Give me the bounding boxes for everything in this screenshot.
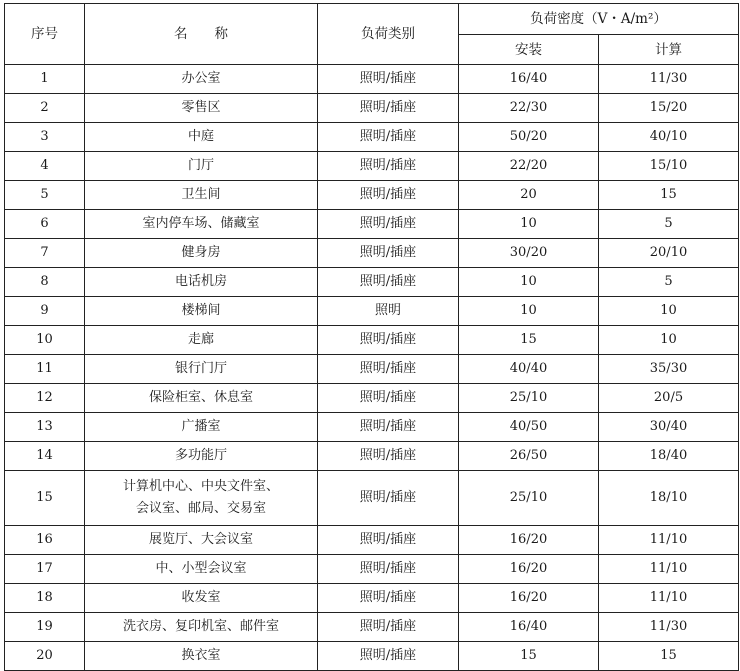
row-calc-density: 18/40 bbox=[599, 442, 739, 471]
row-name: 收发室 bbox=[85, 584, 318, 613]
row-name: 计算机中心、中央文件室、 会议室、邮局、交易室 bbox=[85, 471, 318, 526]
row-install-density: 20 bbox=[459, 181, 599, 210]
table-row bbox=[5, 326, 739, 355]
row-number: 17 bbox=[5, 555, 85, 584]
row-number: 13 bbox=[5, 413, 85, 442]
row-category: 照明/插座 bbox=[318, 526, 459, 555]
row-name: 电话机房 bbox=[85, 268, 318, 297]
row-calc-density: 20/10 bbox=[599, 239, 739, 268]
row-install-density: 16/20 bbox=[459, 555, 599, 584]
row-category: 照明/插座 bbox=[318, 442, 459, 471]
row-name: 室内停车场、储藏室 bbox=[85, 210, 318, 239]
row-category: 照明/插座 bbox=[318, 642, 459, 671]
row-calc-density: 11/30 bbox=[599, 65, 739, 94]
row-name: 走廊 bbox=[85, 326, 318, 355]
row-category: 照明/插座 bbox=[318, 65, 459, 94]
row-calc-density: 15/20 bbox=[599, 94, 739, 123]
row-name: 办公室 bbox=[85, 65, 318, 94]
row-number: 1 bbox=[5, 65, 85, 94]
row-number: 6 bbox=[5, 210, 85, 239]
header-density: 负荷密度（V・A/m²） bbox=[459, 4, 739, 35]
row-calc-density: 20/5 bbox=[599, 384, 739, 413]
row-category: 照明/插座 bbox=[318, 239, 459, 268]
row-category: 照明/插座 bbox=[318, 152, 459, 181]
row-install-density: 22/30 bbox=[459, 94, 599, 123]
row-calc-density: 18/10 bbox=[599, 471, 739, 526]
row-number: 3 bbox=[5, 123, 85, 152]
row-install-density: 22/20 bbox=[459, 152, 599, 181]
row-install-density: 10 bbox=[459, 268, 599, 297]
row-category: 照明/插座 bbox=[318, 326, 459, 355]
row-name: 中庭 bbox=[85, 123, 318, 152]
row-calc-density: 11/30 bbox=[599, 613, 739, 642]
row-category: 照明/插座 bbox=[318, 268, 459, 297]
row-number: 2 bbox=[5, 94, 85, 123]
table-row bbox=[5, 471, 739, 526]
table-row bbox=[5, 268, 739, 297]
table-row bbox=[5, 642, 739, 671]
row-category: 照明/插座 bbox=[318, 210, 459, 239]
table-row bbox=[5, 210, 739, 239]
row-number: 18 bbox=[5, 584, 85, 613]
row-number: 8 bbox=[5, 268, 85, 297]
row-install-density: 25/10 bbox=[459, 471, 599, 526]
header-name: 名 称 bbox=[85, 4, 318, 65]
header-seq: 序号 bbox=[5, 4, 85, 65]
row-install-density: 15 bbox=[459, 326, 599, 355]
row-calc-density: 30/40 bbox=[599, 413, 739, 442]
row-name: 广播室 bbox=[85, 413, 318, 442]
row-number: 16 bbox=[5, 526, 85, 555]
row-number: 9 bbox=[5, 297, 85, 326]
row-number: 14 bbox=[5, 442, 85, 471]
table-row bbox=[5, 613, 739, 642]
row-calc-density: 11/10 bbox=[599, 555, 739, 584]
row-install-density: 40/40 bbox=[459, 355, 599, 384]
header-calc: 计算 bbox=[599, 35, 739, 65]
row-install-density: 26/50 bbox=[459, 442, 599, 471]
header-install: 安装 bbox=[459, 35, 599, 65]
row-calc-density: 11/10 bbox=[599, 584, 739, 613]
table-row bbox=[5, 239, 739, 268]
row-install-density: 10 bbox=[459, 210, 599, 239]
row-name: 健身房 bbox=[85, 239, 318, 268]
row-category: 照明/插座 bbox=[318, 123, 459, 152]
row-calc-density: 5 bbox=[599, 210, 739, 239]
row-calc-density: 10 bbox=[599, 326, 739, 355]
table-row bbox=[5, 526, 739, 555]
load-density-table bbox=[4, 3, 739, 671]
table-row bbox=[5, 413, 739, 442]
table-row bbox=[5, 65, 739, 94]
row-name: 洗衣房、复印机室、邮件室 bbox=[85, 613, 318, 642]
row-calc-density: 15 bbox=[599, 181, 739, 210]
row-name: 展览厅、大会议室 bbox=[85, 526, 318, 555]
row-calc-density: 11/10 bbox=[599, 526, 739, 555]
row-category: 照明/插座 bbox=[318, 584, 459, 613]
row-number: 15 bbox=[5, 471, 85, 526]
row-name: 保险柜室、休息室 bbox=[85, 384, 318, 413]
row-install-density: 15 bbox=[459, 642, 599, 671]
row-calc-density: 40/10 bbox=[599, 123, 739, 152]
row-install-density: 30/20 bbox=[459, 239, 599, 268]
row-number: 11 bbox=[5, 355, 85, 384]
row-category: 照明/插座 bbox=[318, 613, 459, 642]
row-name: 零售区 bbox=[85, 94, 318, 123]
row-number: 20 bbox=[5, 642, 85, 671]
row-install-density: 16/40 bbox=[459, 65, 599, 94]
row-calc-density: 10 bbox=[599, 297, 739, 326]
row-category: 照明/插座 bbox=[318, 355, 459, 384]
row-name: 银行门厅 bbox=[85, 355, 318, 384]
row-number: 5 bbox=[5, 181, 85, 210]
table-row bbox=[5, 123, 739, 152]
row-install-density: 16/40 bbox=[459, 613, 599, 642]
row-number: 12 bbox=[5, 384, 85, 413]
row-install-density: 25/10 bbox=[459, 384, 599, 413]
row-category: 照明/插座 bbox=[318, 555, 459, 584]
table-row bbox=[5, 355, 739, 384]
load-density-table-container bbox=[4, 3, 738, 663]
row-install-density: 50/20 bbox=[459, 123, 599, 152]
row-name: 中、小型会议室 bbox=[85, 555, 318, 584]
table-row bbox=[5, 584, 739, 613]
table-body bbox=[5, 65, 739, 671]
table-row bbox=[5, 181, 739, 210]
table-row bbox=[5, 555, 739, 584]
row-category: 照明 bbox=[318, 297, 459, 326]
row-calc-density: 15 bbox=[599, 642, 739, 671]
table-row bbox=[5, 297, 739, 326]
table-row bbox=[5, 442, 739, 471]
row-category: 照明/插座 bbox=[318, 471, 459, 526]
row-name: 楼梯间 bbox=[85, 297, 318, 326]
row-install-density: 40/50 bbox=[459, 413, 599, 442]
row-category: 照明/插座 bbox=[318, 384, 459, 413]
row-calc-density: 35/30 bbox=[599, 355, 739, 384]
row-category: 照明/插座 bbox=[318, 94, 459, 123]
row-calc-density: 15/10 bbox=[599, 152, 739, 181]
table-row bbox=[5, 94, 739, 123]
row-name: 卫生间 bbox=[85, 181, 318, 210]
table-row bbox=[5, 384, 739, 413]
row-install-density: 16/20 bbox=[459, 584, 599, 613]
row-category: 照明/插座 bbox=[318, 181, 459, 210]
row-name: 多功能厅 bbox=[85, 442, 318, 471]
row-number: 10 bbox=[5, 326, 85, 355]
row-number: 4 bbox=[5, 152, 85, 181]
row-category: 照明/插座 bbox=[318, 413, 459, 442]
header-category: 负荷类别 bbox=[318, 4, 459, 65]
row-install-density: 16/20 bbox=[459, 526, 599, 555]
row-install-density: 10 bbox=[459, 297, 599, 326]
row-name: 换衣室 bbox=[85, 642, 318, 671]
row-number: 7 bbox=[5, 239, 85, 268]
row-number: 19 bbox=[5, 613, 85, 642]
row-calc-density: 5 bbox=[599, 268, 739, 297]
row-name: 门厅 bbox=[85, 152, 318, 181]
table-row bbox=[5, 152, 739, 181]
